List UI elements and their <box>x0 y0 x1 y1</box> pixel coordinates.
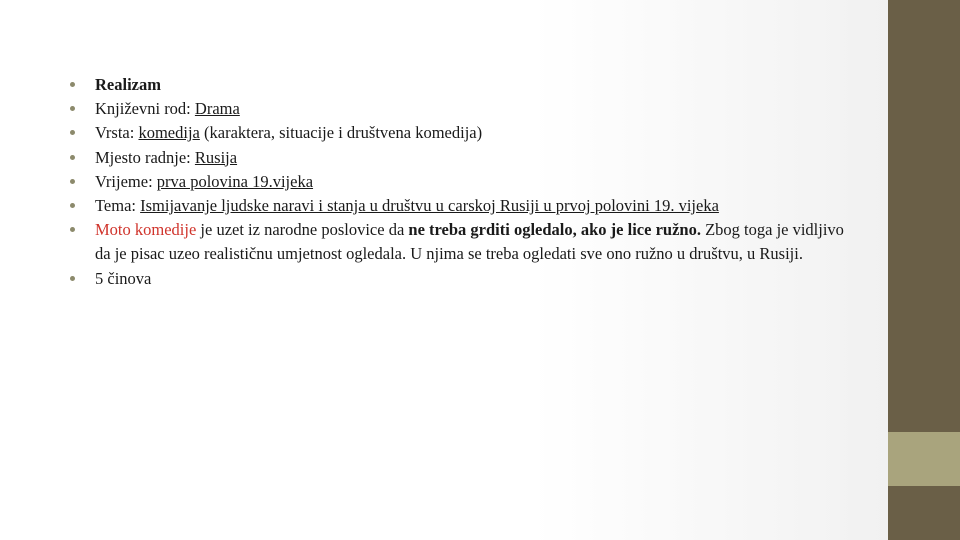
bullet-rest: Zbog toga je vidljivo da je pisac uzeo realističnu umjetnost ogledala. U njima se treba ogledati sve ono ružno u društvu, u Rusiji. <box>95 220 844 264</box>
bullet-label: Tema: <box>95 196 141 216</box>
bullet-label: Moto komedije <box>95 220 197 240</box>
bullet-label: Vrsta: <box>95 123 139 143</box>
bullet-dot-icon <box>70 130 75 135</box>
bullet-dot-icon <box>70 179 75 184</box>
bullet-item <box>68 218 855 266</box>
bullet-dot-icon <box>70 276 75 281</box>
bullet-dot-icon <box>70 106 75 111</box>
bullet-item <box>68 97 868 121</box>
bullet-list <box>68 73 868 291</box>
bullet-value: Ismijavanje ljudske naravi i stanja u društvu u carskoj Rusiji u prvoj polovini 19. vijeka <box>140 196 719 216</box>
bullet-dot-icon <box>70 227 75 232</box>
bullet-value: Rusija <box>194 147 238 167</box>
bullet-label: Književni rod: <box>95 99 195 119</box>
bullet-bold: ne treba grditi ogledalo, ako je lice ružno. <box>408 220 701 240</box>
bullet-item <box>68 170 868 194</box>
bullet-dot-icon <box>70 155 75 160</box>
bullet-dot-icon <box>70 203 75 208</box>
bullet-item <box>68 121 868 145</box>
decorative-side-bar <box>888 0 960 540</box>
bullet-text: 5 činova <box>95 268 152 288</box>
bullet-item <box>68 73 868 97</box>
bullet-value: prva polovina 19.vijeka <box>156 171 314 191</box>
bullet-item <box>68 194 868 218</box>
bullet-item <box>68 146 868 170</box>
bullet-rest: (karaktera, situacije i društvena komedija) <box>199 123 483 143</box>
bullet-mid: je uzet iz narodne poslovice da <box>196 220 409 240</box>
bullet-dot-icon <box>70 82 75 87</box>
decorative-side-block <box>888 432 960 486</box>
bullet-label: Vrijeme: <box>95 171 157 191</box>
bullet-label: Mjesto radnje: <box>95 147 195 167</box>
bullet-item <box>68 267 868 291</box>
bullet-value: Drama <box>194 99 240 119</box>
bullet-value: komedija <box>138 123 200 143</box>
bullet-text: Realizam <box>95 75 161 94</box>
